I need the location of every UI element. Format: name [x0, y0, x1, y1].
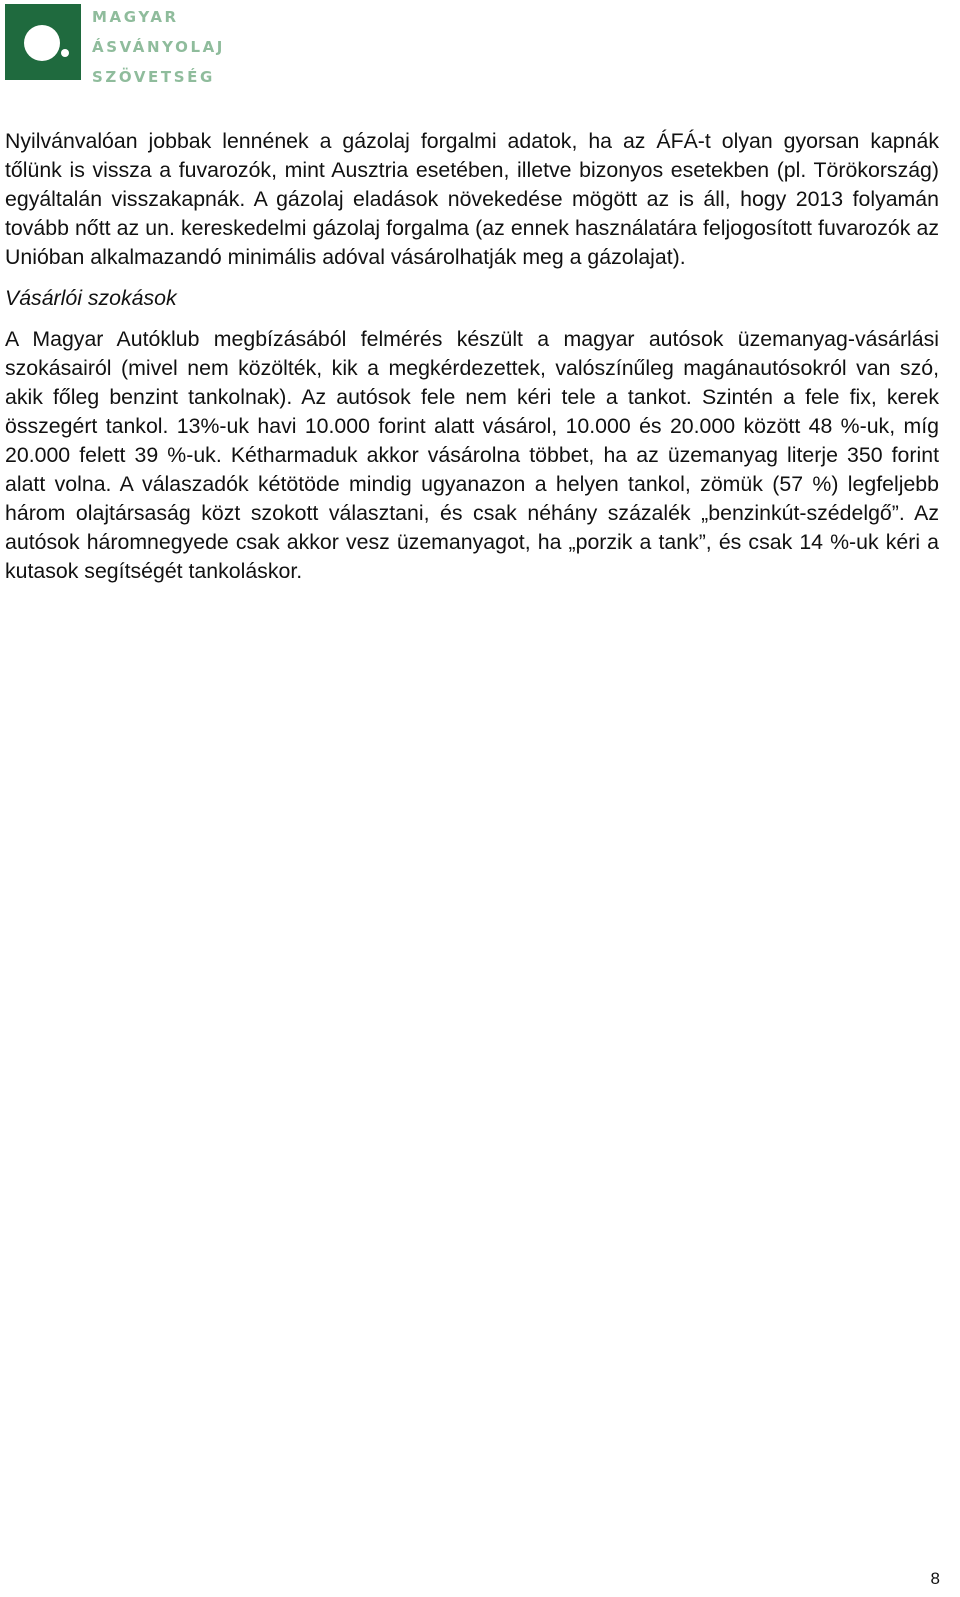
- page-number: 8: [930, 1569, 940, 1588]
- paragraph-buyer-habits: A Magyar Autóklub megbízásából felmérés készült a magyar autósok üzemanyag-vásárlási szokásairól (mivel nem közölték, kik a megkérdezettek, valószínűleg magánautósokról van szó, akik főleg benzint tankolnak). Az autósok fele nem kéri tele a tankot. Szintén a fele fix, kerek összegért tankol. 13%-uk havi 10.000 forint alatt vásárol, 10.000 és 20.000 között 48 %-uk, míg 20.000 felett 39 %-uk. Kétharmaduk akkor vásárolna többet, ha az üzemanyag literje 350 forint alatt volna. A válaszadók kétötöde mindig ugyanazon a helyen tankol, zömük (57 %) legfeljebb három olajtársaság közt szokott választani, és csak néhány százalék „benzinkút-szédelgő”. Az autósok háromnegyede csak akkor vesz üzemanyagot, ha „porzik a tank”, és csak 14 %-uk kéri a kutasok segítségét tankoláskor.: [5, 327, 939, 583]
- logo-line-1: MAGYAR: [92, 8, 179, 26]
- document-body: [5, 127, 939, 586]
- paragraph-diesel-sales: Nyilvánvalóan jobbak lennének a gázolaj forgalmi adatok, ha az ÁFÁ-t olyan gyorsan kapnák tőlünk is vissza a fuvarozók, mint Ausztria esetében, illetve bizonyos esetekben (pl. Törökország) egyáltalán visszakapnák. A gázolaj eladások növekedése mögött az is áll, hogy 2013 folyamán tovább nőtt az un. kereskedelmi gázolaj forgalma (az ennek használatára feljogosított fuvarozók az Unióban alkalmazandó minimális adóval vásárolhatják meg a gázolajat).: [5, 129, 939, 269]
- logo-line-3: SZÖVETSÉG: [92, 68, 215, 86]
- logo-line-2: ÁSVÁNYOLAJ: [92, 38, 225, 56]
- logo-circle-icon: [24, 25, 60, 61]
- logo-small-circle-icon: [61, 49, 69, 57]
- logo-wordmark: [92, 2, 225, 92]
- logo-mark: [5, 4, 81, 80]
- section-heading: Vásárlói szokások: [5, 286, 177, 310]
